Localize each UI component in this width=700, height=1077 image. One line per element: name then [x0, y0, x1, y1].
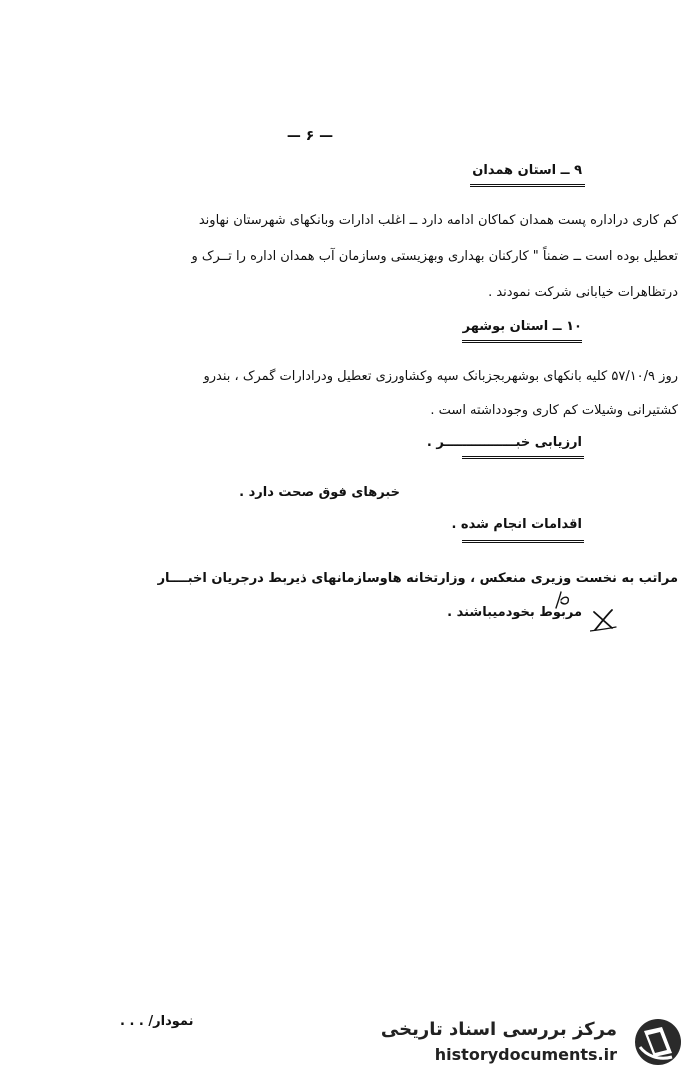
continued-note: نمودار/ . . .	[120, 1014, 194, 1029]
heading-underline	[470, 184, 585, 187]
actions-line-2: مربوط بخودمیباشند .	[447, 605, 582, 620]
handwritten-x-icon	[590, 604, 618, 634]
hamedan-line-2: تعطیل بوده است ــ ضمناً " کارکنان بهداری وبهزیستی وسازمان آب همدان اداره را تــرک و	[191, 249, 678, 264]
actions-heading: اقدامات انجام شده .	[451, 517, 582, 532]
archive-logo-icon	[632, 1017, 684, 1067]
archive-watermark	[380, 1015, 692, 1069]
bushehr-line-2: کشتیرانی وشیلات کم کاری وجودداشته است .	[430, 403, 678, 418]
heading-underline	[462, 540, 584, 543]
hamedan-line-3: درتظاهرات خیابانی شرکت نمودند .	[488, 285, 678, 300]
evaluation-heading: ارزیابی خبــــــــــــــــر .	[426, 435, 582, 450]
page-number: — ۶ —	[286, 128, 334, 144]
handwritten-mark-icon	[552, 590, 576, 610]
heading-underline	[462, 340, 582, 343]
section-heading-hamedan: ۹ ــ استان همدان	[472, 163, 582, 178]
hamedan-line-1: کم کاری دراداره پست همدان کماکان ادامه دارد ــ اغلب ادارات وبانکهای شهرستان نهاوند	[198, 213, 678, 228]
evaluation-text: خبرهای فوق صحت دارد .	[239, 485, 400, 500]
actions-line-1: مراتب به نخست وزیری منعکس ، وزارتخانه هاوسازمانهای ذیربط درجریان اخبــــار	[157, 571, 678, 586]
logo-url: historydocuments.ir	[434, 1045, 617, 1064]
logo-text: مرکز بررسی اسناد تاریخی	[380, 1019, 617, 1040]
bushehr-line-1: روز ۵۷/۱۰/۹ کلیه بانکهای بوشهربجزبانک سپه وکشاورزی تعطیل ودرادارات گمرک ، بندرو	[203, 369, 678, 384]
heading-underline	[462, 456, 584, 459]
section-heading-bushehr: ۱۰ ــ استان بوشهر	[462, 319, 582, 334]
